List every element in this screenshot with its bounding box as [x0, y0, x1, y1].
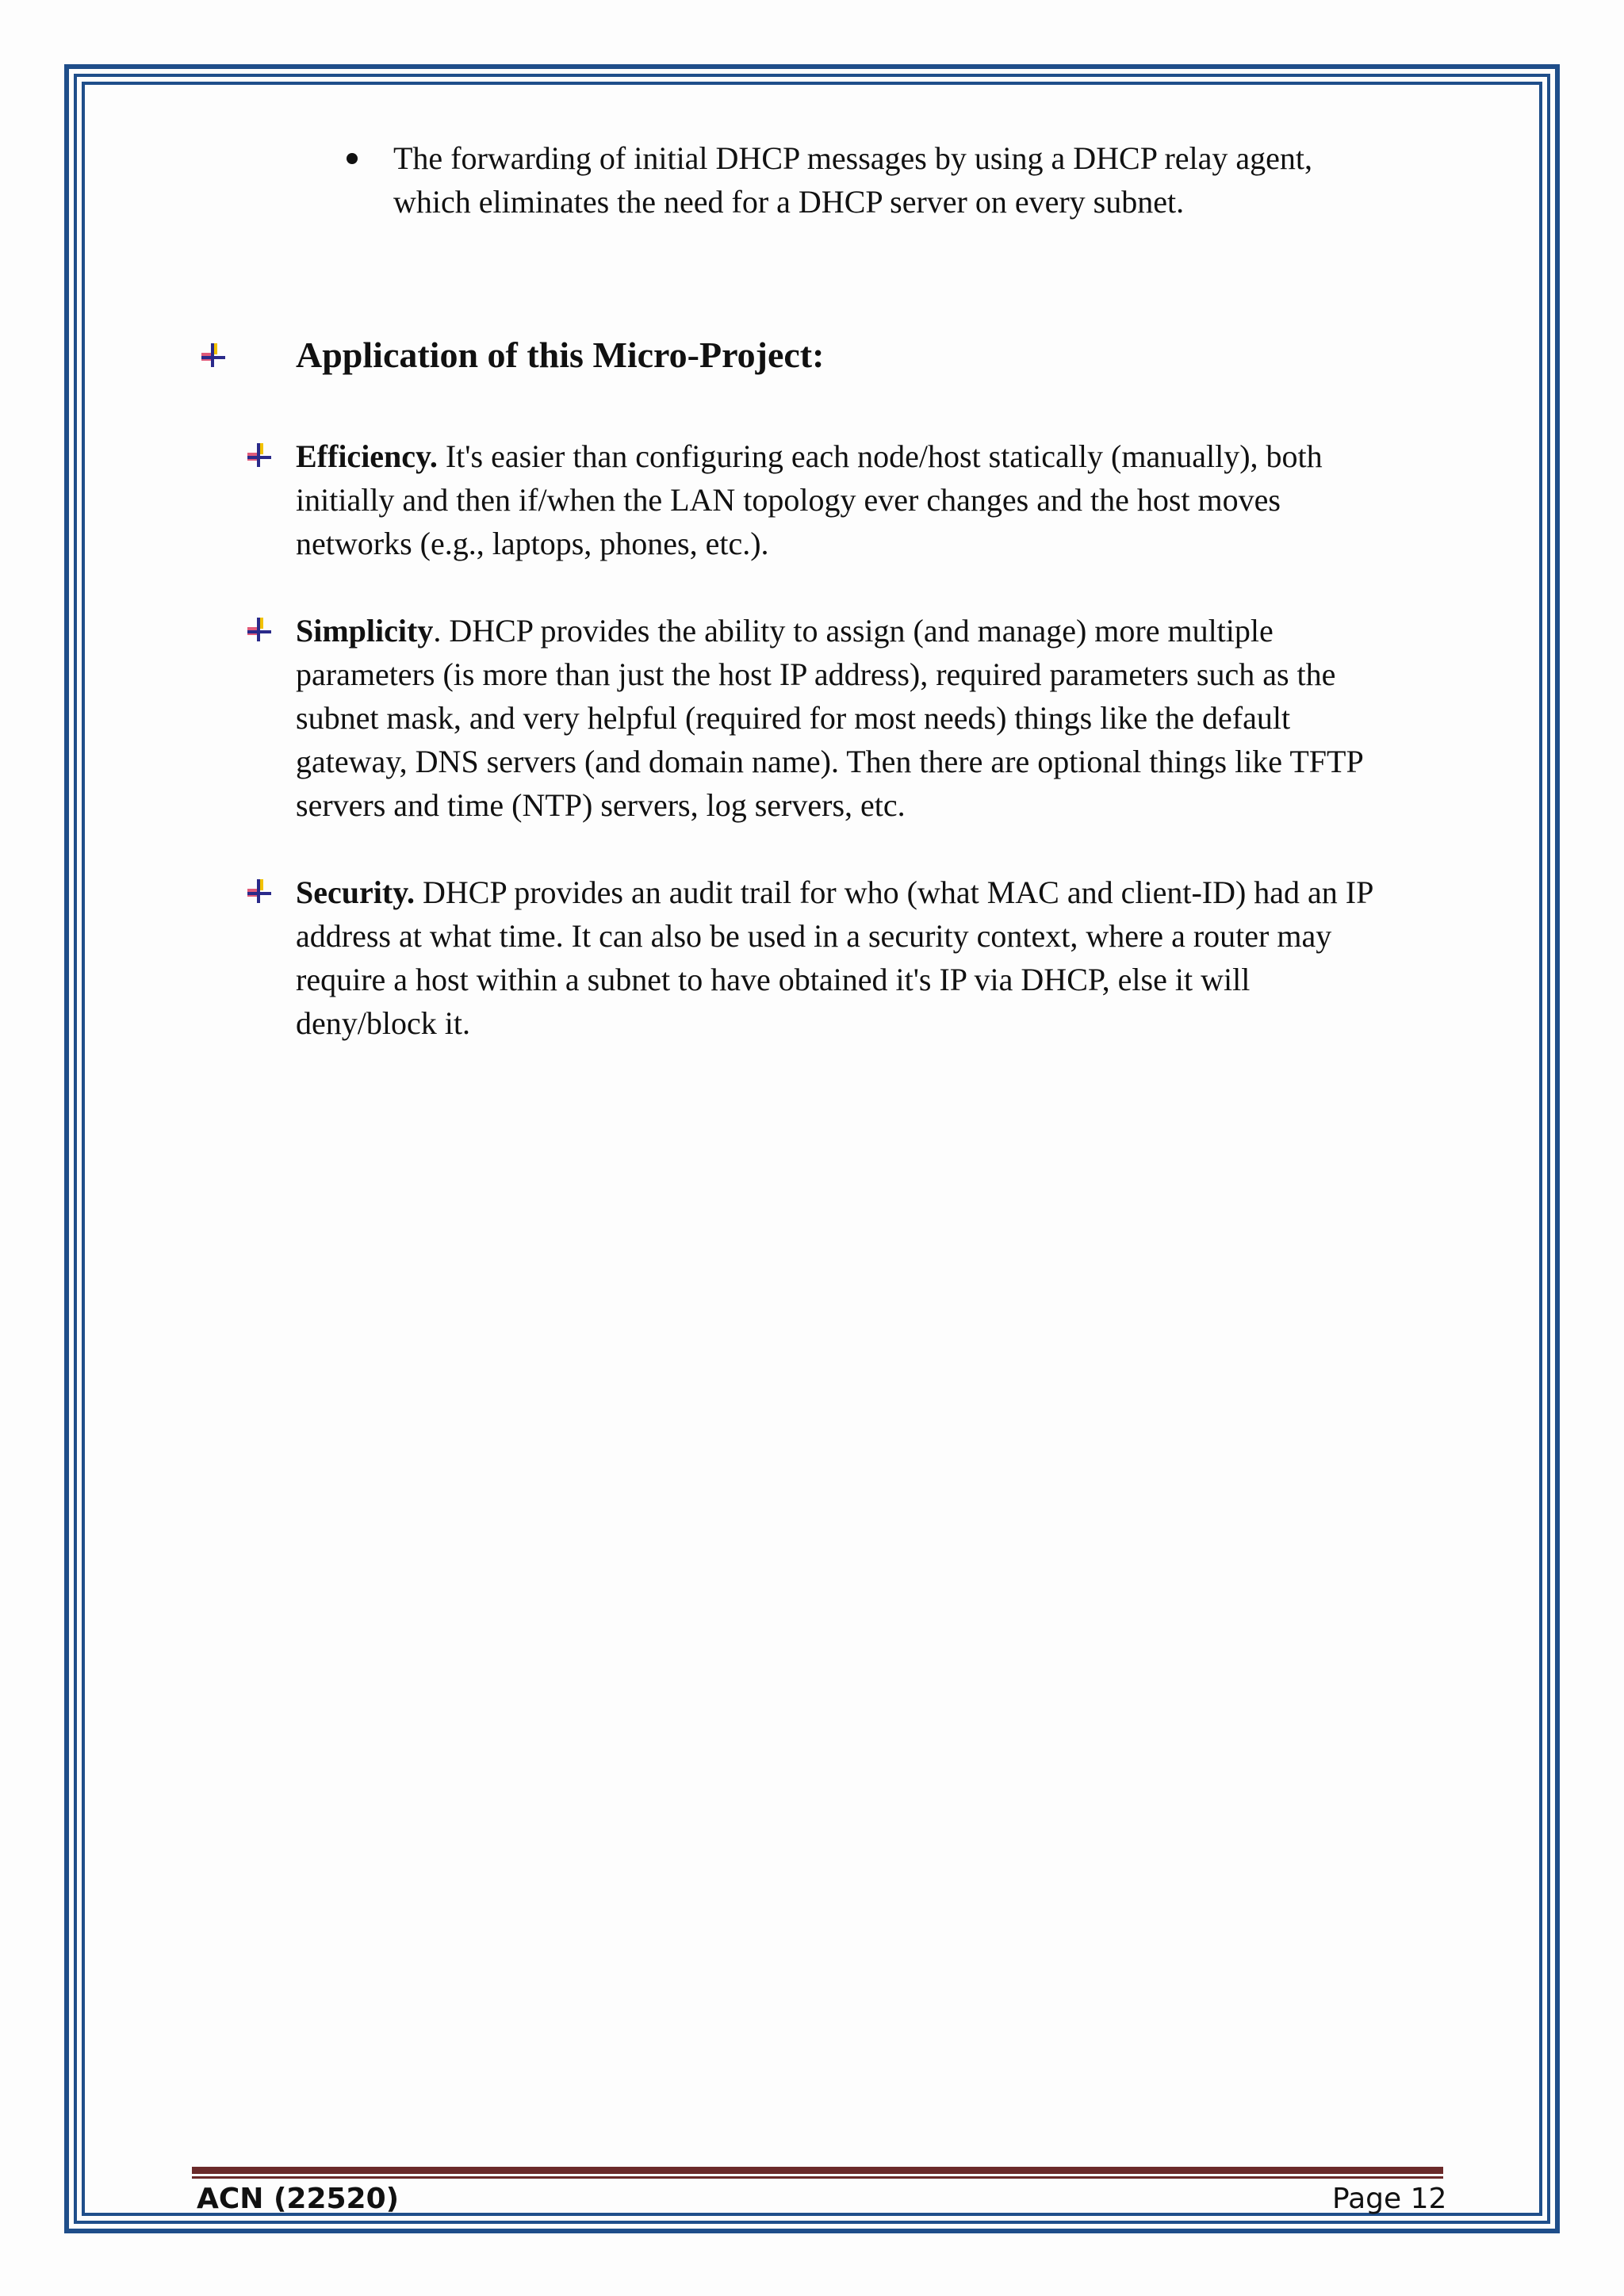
item-security-line-2: address at what time. It can also be used in a security context, where a router may [296, 918, 1332, 954]
item-text: . DHCP provides the ability to assign (and manage) more multiple [433, 613, 1274, 649]
plus-bullet-icon [246, 442, 273, 469]
item-title: Efficiency. [296, 438, 438, 474]
item-title: Security. [296, 874, 415, 910]
section-heading: Application of this Micro-Project: [296, 335, 825, 375]
footer-page-number: Page 12 [1332, 2183, 1447, 2215]
footer-rule-thick [192, 2167, 1443, 2174]
item-security-line-3: require a host within a subnet to have obtained it's IP via DHCP, else it will [296, 962, 1251, 997]
item-efficiency-line-1 [296, 434, 1323, 478]
intro-bullet-line-1: The forwarding of initial DHCP messages by using a DHCP relay agent, [393, 140, 1313, 176]
plus-bullet-icon [246, 616, 273, 643]
item-text: It's easier than configuring each node/host statically (manually), both [437, 438, 1323, 474]
item-simplicity-line-4: gateway, DNS servers (and domain name). Then there are optional things like TFTP [296, 744, 1364, 779]
bullet-dot [347, 153, 358, 164]
item-security-line-1 [296, 871, 1373, 914]
footer-course-code: ACN (22520) [197, 2183, 400, 2215]
footer-rule-thin [192, 2176, 1443, 2179]
item-simplicity-line-5: servers and time (NTP) servers, log servers, etc. [296, 787, 906, 823]
item-title: Simplicity [296, 613, 434, 649]
item-text: DHCP provides an audit trail for who (what MAC and client-ID) had an IP [414, 874, 1374, 910]
page-border-inner [82, 82, 1542, 2216]
item-security-line-4: deny/block it. [296, 1005, 470, 1041]
item-simplicity-line-3: subnet mask, and very helpful (required for most needs) things like the default [296, 700, 1291, 736]
intro-bullet-line-2: which eliminates the need for a DHCP server on every subnet. [393, 184, 1185, 220]
item-simplicity-line-1 [296, 609, 1274, 652]
item-efficiency-line-2: initially and then if/when the LAN topology ever changes and the host moves [296, 482, 1281, 518]
item-simplicity-line-2: parameters (is more than just the host IP address), required parameters such as the [296, 656, 1336, 692]
plus-bullet-icon [246, 878, 273, 905]
item-efficiency-line-3: networks (e.g., laptops, phones, etc.). [296, 526, 769, 561]
plus-bullet-icon [200, 342, 227, 369]
